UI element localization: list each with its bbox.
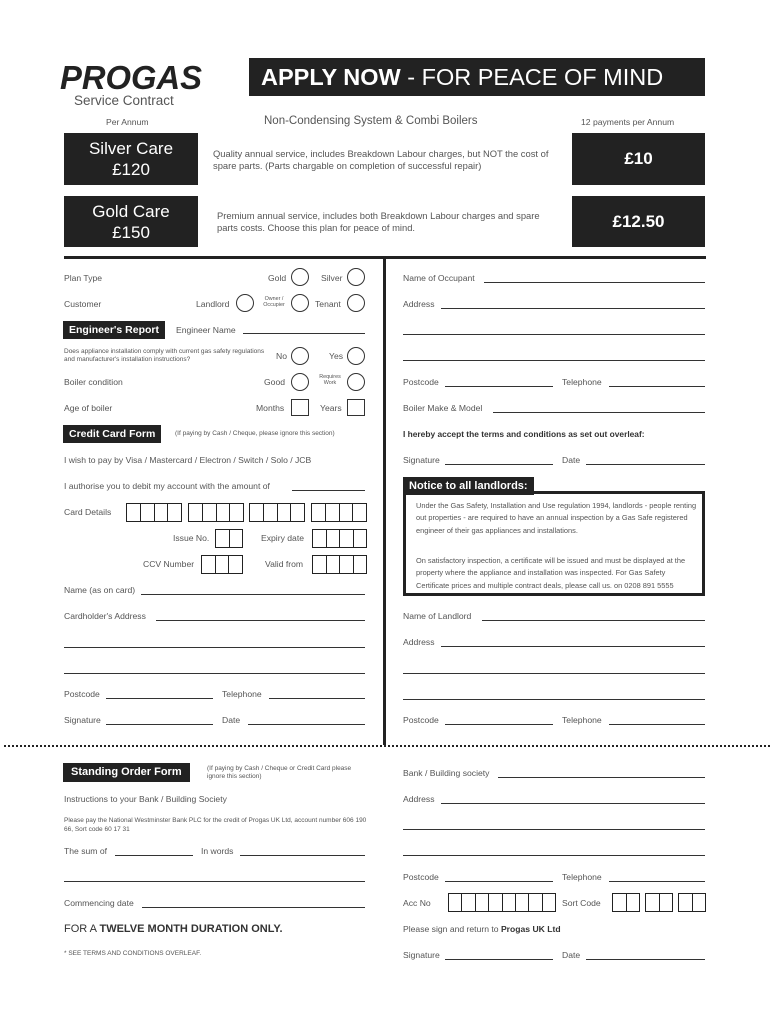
months-box[interactable] <box>291 399 309 416</box>
payments-label: 12 payments per Annum <box>581 117 675 127</box>
landlord-postcode-label: Postcode <box>403 715 439 725</box>
occupant-signature-label: Signature <box>403 455 440 465</box>
card-number-group-4[interactable] <box>311 503 367 522</box>
return-company: Progas UK Ltd <box>500 924 561 934</box>
standing-signature-label: Signature <box>403 950 440 960</box>
tenant-radio[interactable] <box>347 294 365 312</box>
occupant-address-field-3[interactable] <box>403 360 705 361</box>
sort-code-boxes-3[interactable] <box>678 893 706 912</box>
gold-care-name: Gold Care <box>92 202 170 221</box>
age-of-boiler-label: Age of boiler <box>64 403 113 413</box>
in-words-label: In words <box>201 846 234 856</box>
no-option-label: No <box>276 351 287 361</box>
logo-subtitle: Service Contract <box>74 93 174 108</box>
gold-care-plan <box>64 196 198 247</box>
occupant-signature-field[interactable] <box>445 464 553 465</box>
compliance-question: Does appliance installation comply with current gas safety regulations and manufacturer's installation instructions? <box>64 348 265 363</box>
notice-heading: Notice to all landlords: <box>403 477 534 495</box>
landlord-telephone-field[interactable] <box>609 724 705 725</box>
banner-strong: APPLY NOW <box>261 64 401 90</box>
card-number-group-1[interactable] <box>126 503 182 522</box>
expiry-month-boxes[interactable] <box>312 529 340 548</box>
sort-code-boxes-1[interactable] <box>612 893 640 912</box>
expiry-year-boxes[interactable] <box>339 529 367 548</box>
silver-option-label: Silver <box>321 273 343 283</box>
landlord-telephone-label: Telephone <box>562 715 602 725</box>
customer-label: Customer <box>64 299 102 309</box>
banner-rest: - FOR PEACE OF MIND <box>400 64 664 90</box>
bank-address-field-1[interactable] <box>441 803 705 804</box>
cardholder-signature-field[interactable] <box>106 724 213 725</box>
see-terms-note: * SEE TERMS AND CONDITIONS OVERLEAF. <box>64 950 202 957</box>
expiry-date-label: Expiry date <box>261 533 304 543</box>
card-number-group-3[interactable] <box>249 503 305 522</box>
owner-occupier-option-label: Owner / Occupier <box>263 296 285 308</box>
years-box[interactable] <box>347 399 365 416</box>
occupant-address-field-1[interactable] <box>441 308 705 309</box>
bank-telephone-field[interactable] <box>609 881 705 882</box>
bank-building-society-label: Bank / Building society <box>403 768 490 778</box>
notice-paragraph-1: Under the Gas Safety, Installation and Use regulation 1994, landlords - people renting out properties - are required to have an annual inspection by a Gas Safe registered engineer of their gas appliances and installations. <box>416 501 697 535</box>
gold-care-monthly: £12.50 <box>572 196 705 247</box>
gold-care-description: Premium annual service, includes both Breakdown Labour charges and spare parts costs. Choose this plan for peace of mind. <box>217 210 540 233</box>
cardholders-address-field-2[interactable] <box>64 647 365 648</box>
pay-instructions-text: Please pay the National Westminster Bank PLC for the credit of Progas UK Ltd, account number 606 190 66, Sort code 60 17 31 <box>64 817 367 833</box>
bank-address-field-3[interactable] <box>403 855 705 856</box>
occupant-date-field[interactable] <box>586 464 705 465</box>
sum-of-label: The sum of <box>64 846 107 856</box>
name-of-occupant-label: Name of Occupant <box>403 273 475 283</box>
valid-from-year-boxes[interactable] <box>339 555 367 574</box>
compliance-no-radio[interactable] <box>291 347 309 365</box>
standing-date-label: Date <box>562 950 581 960</box>
plan-type-label: Plan Type <box>64 273 103 283</box>
occupant-telephone-field[interactable] <box>609 386 705 387</box>
boiler-condition-label: Boiler condition <box>64 377 123 387</box>
notice-paragraph-2: On satisfactory inspection, a certificate will be issued and must be displayed at the property where the appliance and installation was inspected. For Gas Safety Certificate prices and multiple contract deals, please call us. on 0208 891 5555 <box>416 556 686 590</box>
condition-requires-work-radio[interactable] <box>347 373 365 391</box>
sort-code-label: Sort Code <box>562 898 601 908</box>
cardholder-telephone-field[interactable] <box>269 698 365 699</box>
occupant-address-label: Address <box>403 299 435 309</box>
tenant-option-label: Tenant <box>315 299 341 309</box>
boiler-make-model-label: Boiler Make & Model <box>403 403 483 413</box>
bank-address-label: Address <box>403 794 435 804</box>
standing-date-field[interactable] <box>586 959 705 960</box>
years-label: Years <box>320 403 342 413</box>
landlord-option-label: Landlord <box>196 299 230 309</box>
bank-postcode-field[interactable] <box>445 881 553 882</box>
cardholder-postcode-label: Postcode <box>64 689 100 699</box>
per-annum-label: Per Annum <box>106 117 149 127</box>
landlord-address-label: Address <box>403 637 435 647</box>
credit-card-cash-note: (If paying by Cash / Cheque, please ignore this section) <box>175 430 335 437</box>
landlord-radio[interactable] <box>236 294 254 312</box>
commencing-date-label: Commencing date <box>64 898 134 908</box>
landlord-address-field-2[interactable] <box>403 673 705 674</box>
card-details-label: Card Details <box>64 507 112 517</box>
bank-building-society-field[interactable] <box>498 777 705 778</box>
issue-no-label: Issue No. <box>173 533 210 543</box>
accept-terms-text: I hereby accept the terms and conditions as set out overleaf: <box>403 429 645 439</box>
authorise-amount-field[interactable] <box>292 490 365 491</box>
issue-no-boxes[interactable] <box>215 529 243 548</box>
name-on-card-field[interactable] <box>141 594 365 595</box>
cardholders-address-field-1[interactable] <box>156 620 365 621</box>
name-of-landlord-field[interactable] <box>482 620 705 621</box>
cardholder-postcode-field[interactable] <box>106 698 213 699</box>
requires-work-option-label: Requires Work <box>319 374 341 386</box>
cardholder-telephone-label: Telephone <box>222 689 262 699</box>
landlord-postcode-field[interactable] <box>445 724 553 725</box>
commencing-date-field[interactable] <box>142 907 365 908</box>
sort-code-boxes-2[interactable] <box>645 893 673 912</box>
cardholder-date-label: Date <box>222 715 241 725</box>
wish-to-pay-text: I wish to pay by Visa / Mastercard / Electron / Switch / Solo / JCB <box>64 455 312 465</box>
credit-card-form-heading: Credit Card Form <box>63 425 161 443</box>
good-option-label: Good <box>264 377 286 387</box>
occupant-telephone-label: Telephone <box>562 377 602 387</box>
account-number-boxes[interactable] <box>448 893 556 912</box>
logo-wordmark: PROGAS <box>60 59 202 94</box>
cardholders-address-label: Cardholder's Address <box>64 611 146 621</box>
name-of-landlord-label: Name of Landlord <box>403 611 472 621</box>
silver-care-monthly: £10 <box>572 133 705 185</box>
landlord-address-field-1[interactable] <box>441 646 705 647</box>
months-label: Months <box>256 403 285 413</box>
ccv-boxes[interactable] <box>201 555 243 574</box>
bank-postcode-label: Postcode <box>403 872 439 882</box>
silver-care-name: Silver Care <box>88 139 174 158</box>
product-label: Non-Condensing System & Combi Boilers <box>264 115 478 127</box>
bank-address-field-2[interactable] <box>403 829 705 830</box>
occupant-postcode-label: Postcode <box>403 377 439 387</box>
engineers-report-heading: Engineer's Report <box>63 321 165 339</box>
column-divider <box>383 259 386 745</box>
sum-of-field[interactable] <box>115 855 193 856</box>
in-words-field[interactable] <box>240 855 365 856</box>
duration-text <box>64 924 283 935</box>
engineer-name-label: Engineer Name <box>176 325 236 335</box>
progas-logo <box>60 58 205 94</box>
silver-care-price: £120 <box>112 160 150 179</box>
silver-radio[interactable] <box>347 268 365 286</box>
return-text <box>403 925 561 934</box>
standing-order-heading: Standing Order Form <box>63 763 190 782</box>
card-number-group-2[interactable] <box>188 503 244 522</box>
compliance-yes-radio[interactable] <box>347 347 365 365</box>
return-prefix: Please sign and return to <box>403 924 501 934</box>
yes-option-label: Yes <box>329 351 344 361</box>
duration-bold: TWELVE MONTH DURATION ONLY. <box>99 923 283 935</box>
occupant-address-field-2[interactable] <box>403 334 705 335</box>
valid-from-month-boxes[interactable] <box>312 555 340 574</box>
gold-option-label: Gold <box>268 273 287 283</box>
duration-prefix: FOR A <box>64 923 100 935</box>
name-of-occupant-field[interactable] <box>484 282 705 283</box>
bank-instructions-label: Instructions to your Bank / Building Society <box>64 794 227 804</box>
valid-from-label: Valid from <box>265 559 304 569</box>
gold-radio[interactable] <box>291 268 309 286</box>
boiler-make-model-field[interactable] <box>493 412 705 413</box>
standing-order-note: (If paying by Cash / Cheque or Credit Card please ignore this section) <box>207 765 352 780</box>
name-on-card-label: Name (as on card) <box>64 585 136 595</box>
bank-telephone-label: Telephone <box>562 872 602 882</box>
cut-line <box>4 745 770 747</box>
silver-care-description: Quality annual service, includes Breakdown Labour charges, but NOT the cost of spare parts. (Parts chargable on completion of successful repair) <box>213 148 549 171</box>
gold-care-price: £150 <box>112 223 150 242</box>
apply-now-banner <box>249 58 705 96</box>
occupant-postcode-field[interactable] <box>445 386 553 387</box>
authorise-text: I authorise you to debit my account with the amount of <box>64 481 270 491</box>
condition-good-radio[interactable] <box>291 373 309 391</box>
cardholder-signature-label: Signature <box>64 715 101 725</box>
ccv-number-label: CCV Number <box>143 559 195 569</box>
standing-signature-field[interactable] <box>445 959 553 960</box>
landlord-address-field-3[interactable] <box>403 699 705 700</box>
cardholders-address-field-3[interactable] <box>64 673 365 674</box>
silver-care-plan <box>64 133 198 185</box>
acc-no-label: Acc No <box>403 898 431 908</box>
engineer-name-field[interactable] <box>243 333 365 334</box>
owner-occupier-radio[interactable] <box>291 294 309 312</box>
occupant-date-label: Date <box>562 455 581 465</box>
in-words-field-2[interactable] <box>64 881 365 882</box>
cardholder-date-field[interactable] <box>248 724 365 725</box>
